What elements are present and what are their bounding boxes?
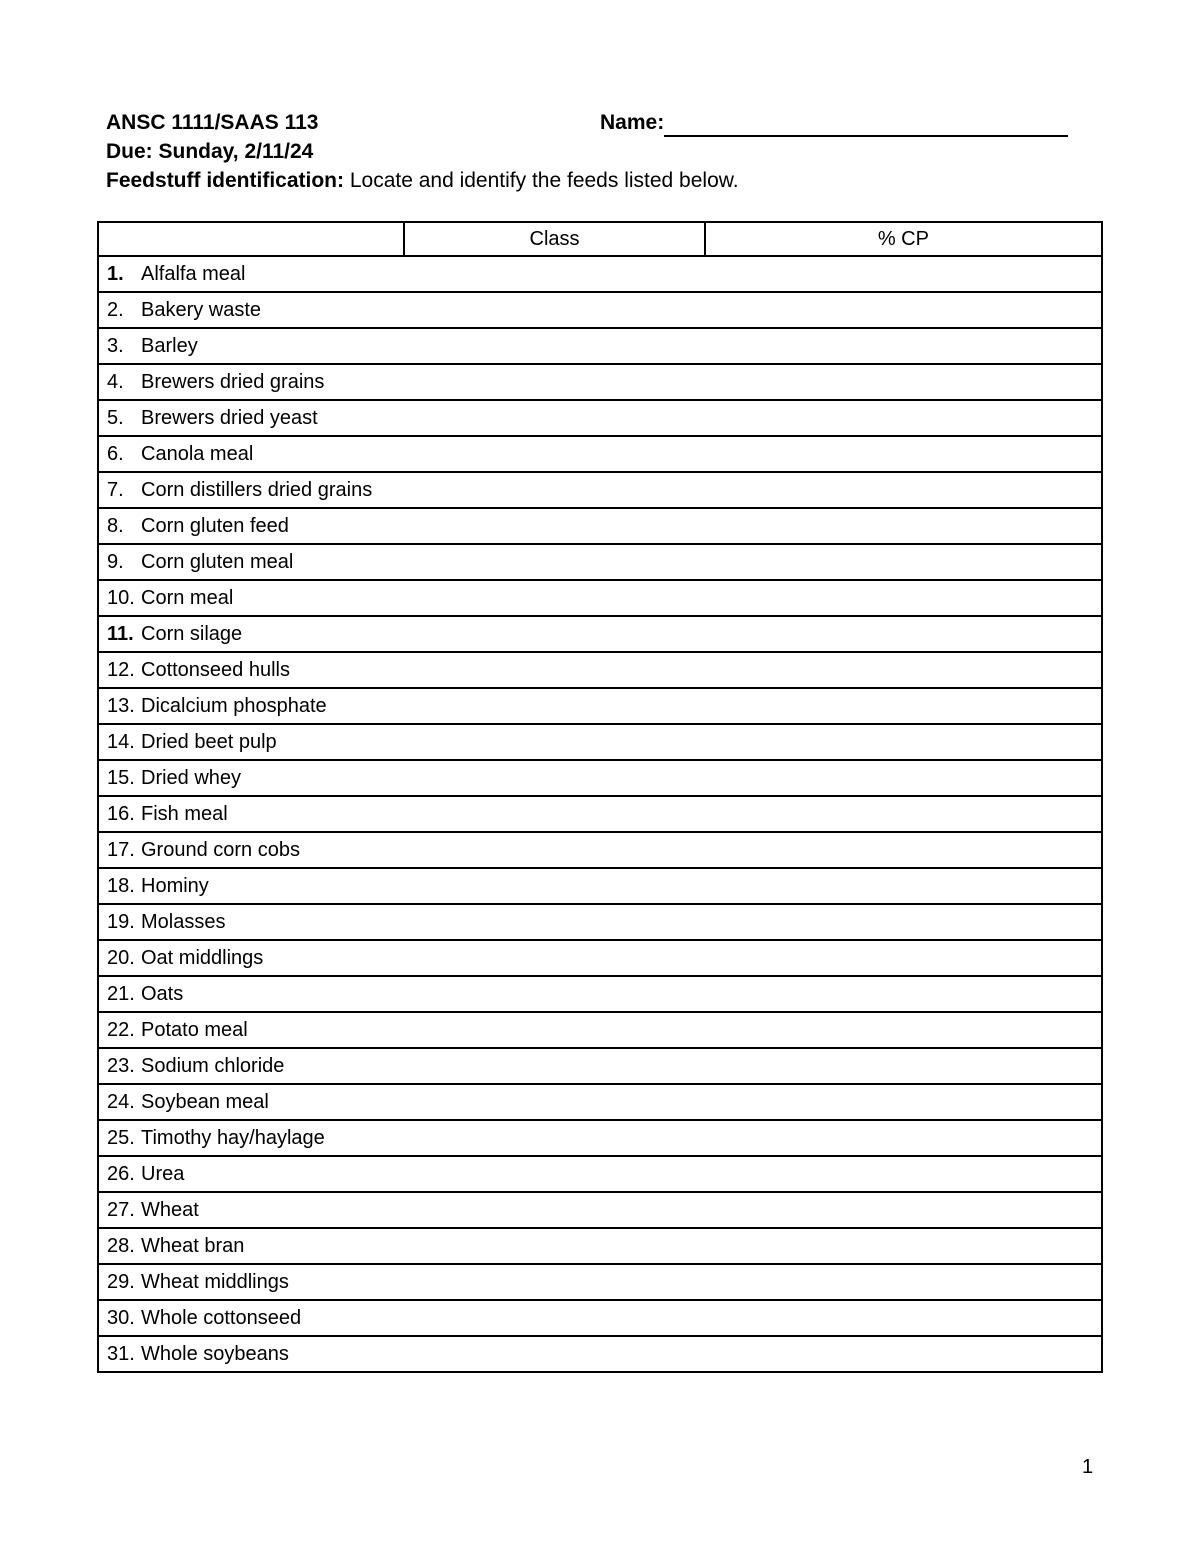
feed-number: 22.	[107, 1018, 135, 1041]
feed-name-cell	[98, 292, 1102, 328]
table-header-row	[98, 222, 1102, 256]
table-row	[98, 1228, 1102, 1264]
feed-name-cell	[98, 652, 1102, 688]
table-row	[98, 544, 1102, 580]
table-row	[98, 904, 1102, 940]
feed-name: Corn distillers dried grains	[141, 478, 373, 501]
page-number: 1	[1082, 1456, 1094, 1478]
feed-name-cell	[98, 328, 1102, 364]
feed-name-cell	[98, 616, 1102, 652]
table-row	[98, 1192, 1102, 1228]
table-row	[98, 364, 1102, 400]
header-line-instructions	[106, 166, 1076, 195]
table-row	[98, 976, 1102, 1012]
feed-number: 23.	[107, 1054, 135, 1077]
feed-name: Corn gluten meal	[141, 550, 294, 573]
table-row	[98, 472, 1102, 508]
feed-name-cell	[98, 1192, 1102, 1228]
table-row	[98, 1264, 1102, 1300]
feed-name: Ground corn cobs	[141, 838, 300, 861]
feed-number: 3.	[107, 334, 124, 357]
feed-name-cell	[98, 760, 1102, 796]
feed-number: 10.	[107, 586, 135, 609]
column-header-feed	[98, 222, 404, 256]
feed-name: Brewers dried yeast	[141, 406, 318, 429]
feed-name: Sodium chloride	[141, 1054, 285, 1077]
table-row	[98, 1120, 1102, 1156]
feed-number: 24.	[107, 1090, 135, 1113]
feed-name-cell	[98, 1012, 1102, 1048]
feed-name-cell	[98, 688, 1102, 724]
table-row	[98, 256, 1102, 292]
table-row	[98, 1300, 1102, 1336]
feed-number: 30.	[107, 1306, 135, 1329]
feed-name-cell	[98, 940, 1102, 976]
feed-name-cell	[98, 796, 1102, 832]
feed-name-cell	[98, 904, 1102, 940]
feed-name: Wheat	[141, 1198, 199, 1221]
table-row	[98, 1012, 1102, 1048]
feed-number: 28.	[107, 1234, 135, 1257]
feed-name-cell	[98, 976, 1102, 1012]
feed-name-cell	[98, 724, 1102, 760]
feedstuff-table	[97, 221, 1103, 1373]
table-row	[98, 1084, 1102, 1120]
name-blank-line[interactable]	[664, 113, 1068, 137]
feed-name: Urea	[141, 1162, 185, 1185]
feed-number: 4.	[107, 370, 124, 393]
feed-name: Oat middlings	[141, 946, 264, 969]
feed-name-cell	[98, 1300, 1102, 1336]
feed-name: Bakery waste	[141, 298, 262, 321]
feed-name: Dicalcium phosphate	[141, 694, 327, 717]
feed-name: Wheat bran	[141, 1234, 245, 1257]
feed-name: Wheat middlings	[141, 1270, 289, 1293]
feed-number: 16.	[107, 802, 135, 825]
feed-number: 20.	[107, 946, 135, 969]
table-row	[98, 328, 1102, 364]
feed-number: 19.	[107, 910, 135, 933]
feed-name: Whole soybeans	[141, 1342, 289, 1365]
feed-name: Alfalfa meal	[141, 262, 246, 285]
name-label: Name:	[600, 111, 665, 134]
feed-name: Barley	[141, 334, 198, 357]
feed-name: Dried beet pulp	[141, 730, 277, 753]
feed-name: Fish meal	[141, 802, 228, 825]
feed-name-cell	[98, 472, 1102, 508]
feed-number: 21.	[107, 982, 135, 1005]
feed-number: 8.	[107, 514, 124, 537]
feed-number: 18.	[107, 874, 135, 897]
table-row	[98, 1156, 1102, 1192]
feed-number: 2.	[107, 298, 124, 321]
feed-number: 17.	[107, 838, 135, 861]
feed-name: Canola meal	[141, 442, 254, 465]
feed-number: 31.	[107, 1342, 135, 1365]
table-row	[98, 832, 1102, 868]
course-code: ANSC 1111/SAAS 113	[106, 111, 319, 134]
feed-name-cell	[98, 544, 1102, 580]
feed-name-cell	[98, 364, 1102, 400]
feed-name: Molasses	[141, 910, 226, 933]
feed-name: Corn meal	[141, 586, 234, 609]
feed-name: Whole cottonseed	[141, 1306, 302, 1329]
table-row	[98, 652, 1102, 688]
feed-number: 26.	[107, 1162, 135, 1185]
feed-number: 11.	[107, 622, 134, 645]
feed-name: Corn silage	[141, 622, 243, 645]
table-row	[98, 760, 1102, 796]
feed-name-cell	[98, 436, 1102, 472]
feed-name: Dried whey	[141, 766, 242, 789]
header-line-course	[106, 108, 1076, 137]
feed-number: 5.	[107, 406, 124, 429]
name-field[interactable]	[600, 108, 1068, 137]
table-body	[98, 256, 1102, 1372]
table-row	[98, 400, 1102, 436]
feed-number: 25.	[107, 1126, 135, 1149]
feed-name: Timothy hay/haylage	[141, 1126, 325, 1149]
feed-name-cell	[98, 1228, 1102, 1264]
feed-number: 29.	[107, 1270, 135, 1293]
feed-name-cell	[98, 1336, 1102, 1372]
feed-name: Potato meal	[141, 1018, 248, 1041]
table-row	[98, 868, 1102, 904]
feed-name-cell	[98, 1264, 1102, 1300]
instruction-text: Locate and identify the feeds listed below.	[344, 169, 739, 192]
feed-name: Brewers dried grains	[141, 370, 325, 393]
feed-number: 13.	[107, 694, 135, 717]
feed-name-cell	[98, 832, 1102, 868]
feed-name-cell	[98, 1048, 1102, 1084]
feed-number: 12.	[107, 658, 135, 681]
feed-number: 9.	[107, 550, 124, 573]
feed-name-cell	[98, 580, 1102, 616]
feed-name: Oats	[141, 982, 184, 1005]
feed-number: 27.	[107, 1198, 135, 1221]
column-header-class: Class	[404, 222, 704, 256]
feed-name-cell	[98, 1156, 1102, 1192]
feed-number: 15.	[107, 766, 135, 789]
table-row	[98, 1048, 1102, 1084]
feed-name-cell	[98, 256, 1102, 292]
feed-name: Corn gluten feed	[141, 514, 289, 537]
table-row	[98, 1336, 1102, 1372]
feed-number: 1.	[107, 262, 124, 285]
document-header	[106, 108, 1076, 195]
table-row	[98, 292, 1102, 328]
table-row	[98, 724, 1102, 760]
feed-name: Soybean meal	[141, 1090, 269, 1113]
due-date: Due: Sunday, 2/11/24	[106, 140, 314, 163]
feed-name-cell	[98, 508, 1102, 544]
table-row	[98, 436, 1102, 472]
feed-name-cell	[98, 400, 1102, 436]
feed-name: Hominy	[141, 874, 209, 897]
feed-name: Cottonseed hulls	[141, 658, 290, 681]
feed-name-cell	[98, 868, 1102, 904]
feed-number: 14.	[107, 730, 135, 753]
header-line-due	[106, 137, 1076, 166]
table-row	[98, 940, 1102, 976]
feed-number: 6.	[107, 442, 124, 465]
feed-number: 7.	[107, 478, 124, 501]
instruction-label: Feedstuff identification:	[106, 169, 344, 192]
table-row	[98, 580, 1102, 616]
table-row	[98, 508, 1102, 544]
feed-name-cell	[98, 1120, 1102, 1156]
column-header-cp: % CP	[705, 222, 1102, 256]
table-row	[98, 688, 1102, 724]
table-row	[98, 616, 1102, 652]
feed-name-cell	[98, 1084, 1102, 1120]
table-row	[98, 796, 1102, 832]
